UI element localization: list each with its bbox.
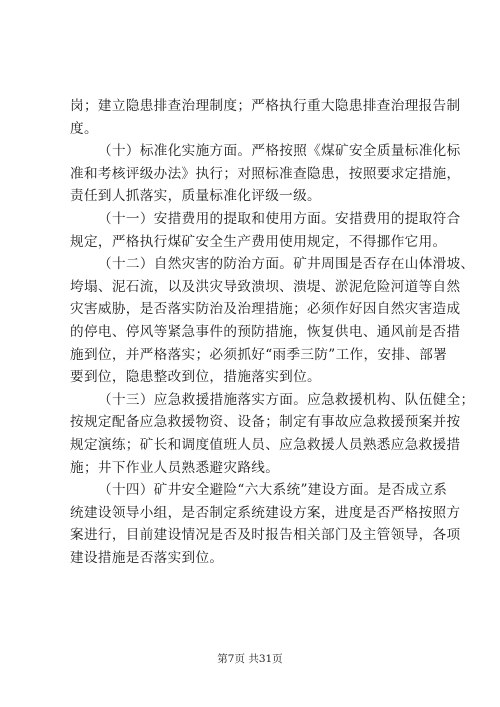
- paragraph-six-systems: [70, 479, 461, 569]
- text-line: 的停电、停风等紧急事件的预防措施，恢复供电、通风前是否措: [70, 323, 461, 340]
- text-line: 要到位，隐患整改到位，措施落实到位。: [70, 369, 321, 386]
- text-line: 施到位，并严格落实；必须抓好“雨季三防”工作，安排、部署: [70, 346, 448, 363]
- text-line: （十一）安措费用的提取和使用方面。安措费用的提取符合: [98, 210, 461, 227]
- text-line: 垮塌、泥石流，以及洪灾导致溃坝、溃堤、淤泥危险河道等自然: [70, 278, 461, 295]
- text-line: （十）标准化实施方面。严格按照《煤矿安全质量标准化标: [98, 143, 461, 160]
- paragraph-hidden-danger-system: [70, 95, 461, 140]
- text-line: 准和考核评级办法》执行；对照标准查隐患，按照要求定措施，: [70, 165, 461, 182]
- text-line: 规定，严格执行煤矿安全生产费用使用规定，不得挪作它用。: [70, 233, 447, 250]
- text-line: 建设措施是否落实到位。: [70, 549, 224, 566]
- text-line: （十三）应急救援措施落实方面。应急救援机构、队伍健全；: [98, 391, 475, 408]
- document-body: [70, 95, 475, 569]
- text-line: 度。: [70, 120, 98, 137]
- text-line: 施；井下作业人员熟悉避灾路线。: [70, 459, 280, 476]
- paragraph-standardization: [70, 140, 461, 208]
- text-line: 责任到人抓落实，质量标准化评级一级。: [70, 188, 321, 205]
- text-line: 统建设领导小组，是否制定系统建设方案，进度是否严格按照方: [70, 504, 461, 521]
- text-line: 灾害威胁，是否落实防治及治理措施；必须作好因自然灾害造成: [70, 301, 461, 318]
- text-line: 岗；建立隐患排查治理制度；严格执行重大隐患排查治理报告制: [70, 98, 461, 114]
- text-line: 案进行，目前建设情况是否及时报告相关部门及主管领导，各项: [70, 527, 461, 544]
- text-line: 按规定配备应急救援物资、设备；制定有事故应急救援预案并按: [70, 414, 461, 431]
- text-line: （十四）矿井安全避险“六大系统”建设方面。是否成立系: [98, 482, 448, 499]
- text-line: 规定演练；矿长和调度值班人员、应急救援人员熟悉应急救援措: [70, 436, 461, 453]
- text-line: （十二）自然灾害的防治方面。矿井周围是否存在山体滑坡、: [98, 256, 475, 273]
- paragraph-natural-disasters: [70, 253, 475, 389]
- paragraph-emergency-rescue: [70, 389, 475, 479]
- paragraph-safety-costs: [70, 208, 461, 253]
- page-number-footer: 第7页 共31页: [217, 653, 283, 665]
